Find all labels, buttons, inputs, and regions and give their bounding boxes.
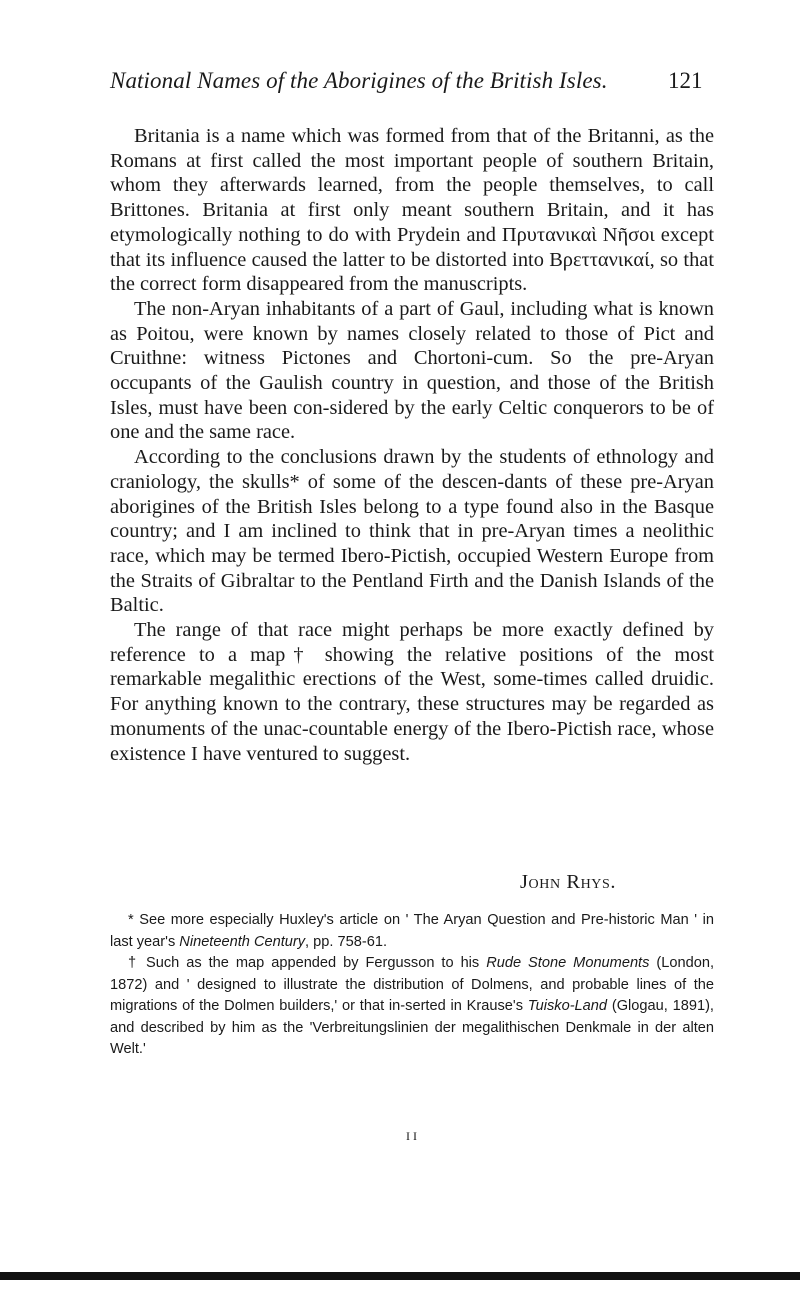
footnote-krause-book: Tuisko-Land [527, 998, 608, 1014]
page-number: 121 [668, 68, 703, 93]
footnote-huxley-text-b: , pp. 758-61. [305, 933, 387, 950]
footnote-fergusson-text-c: (Glogau, 1891), and described by him as the 'Verbreitungslinien der megalithischen Denkmale in der alten Welt.' [110, 998, 714, 1057]
footnote-huxley-journal: Nineteenth Century [179, 933, 306, 950]
footnote-fergusson [110, 953, 714, 1061]
footnote-huxley [110, 910, 714, 953]
paragraph-megalithic-range: The range of that race might perhaps be more exactly defined by reference to a map† showing the relative positions of the most remarkable megalithic erections of the West, some-times called druidic. For anything known to the contrary, these structures may be regarded as monuments of the unac-countable energy of the Ibero-Pictish race, whose existence I have ventured to suggest. [110, 619, 714, 765]
footnote-fergusson-book: Rude Stone Monuments [486, 955, 650, 971]
paragraph-ethnology: According to the conclusions drawn by the students of ethnology and craniology, the skulls* of some of the descen-dants of these pre-Aryan aborigines of the British Isles belong to a type found also in the Basque country; and I am inclined to think that in pre-Aryan times a neolithic race, which may be termed Ibero-Pictish, occupied Western Europe from the Straits of Gibraltar to the Pentland Firth and the Danish Islands of the Baltic. [110, 446, 714, 617]
footnote-fergusson-text-a: † Such as the map appended by Fergusson to his [128, 955, 487, 971]
author-signature: John Rhys. [520, 871, 617, 893]
running-title: National Names of the Aborigines of the British Isles. [110, 68, 608, 93]
footnote-huxley-text-a: * See more especially Huxley's article on ' The Aryan Question and Pre-historic Man ' in last year's [110, 912, 714, 950]
main-text [110, 124, 714, 766]
footnotes [110, 910, 714, 1061]
printer-signature-mark: I I [406, 1129, 417, 1143]
scan-edge-rule [0, 1272, 800, 1280]
paragraph-non-aryan-gaul: The non-Aryan inhabitants of a part of Gaul, including what is known as Poitou, were known by names closely related to those of Pict and Cruithne: witness Pictones and Chortoni-cum. So the pre-Aryan occupants of the Gaulish country in question, and those of the British Isles, must have been con-sidered by the early Celtic conquerors to be of one and the same race. [110, 297, 714, 444]
paragraph-britania: Britania is a name which was formed from that of the Britanni, as the Romans at first called the most important people of southern Britain, whom they afterwards learned, from the people themselves, to call Brittones. Britania at first only meant southern Britain, and it has etymologically nothing to do with Prydein and Πρυτανικαὶ Νῆσοι except that its influence caused the latter to be distorted into Βρεττανικαί, so that the correct form disappeared from the manuscripts. [110, 125, 714, 296]
footnote-fergusson-text-b: (London, 1872) and ' designed to illustrate the distribution of Dolmens, and probable lines of the migrations of the Dolmen builders,' or that in-serted in Krause's [110, 955, 715, 1014]
